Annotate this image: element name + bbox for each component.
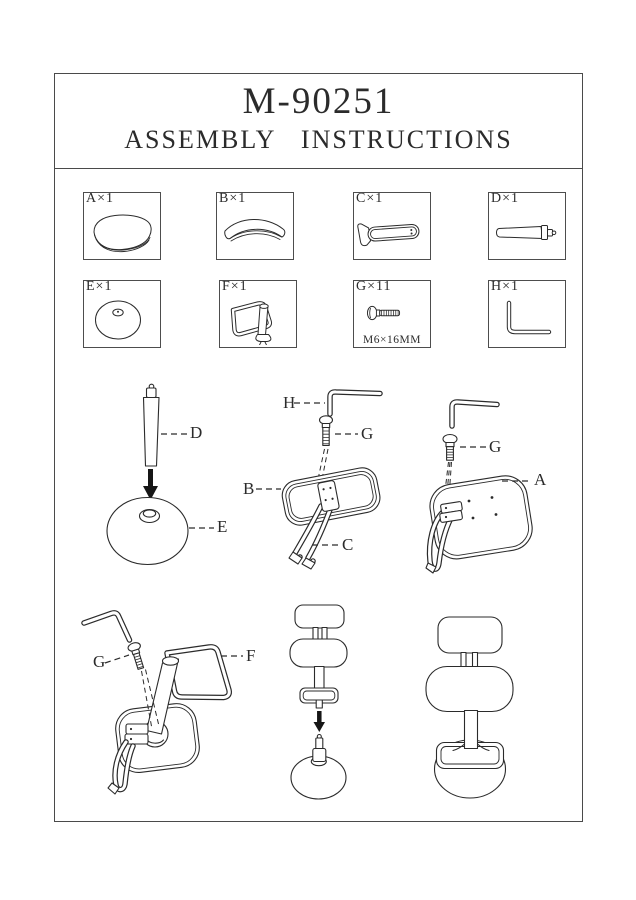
callout-e: E — [217, 517, 228, 536]
part-label-f: F×1 — [222, 279, 248, 294]
part-label-h: H×1 — [491, 279, 520, 294]
screw-drawing — [320, 416, 333, 424]
step3-diagram — [426, 402, 535, 573]
callout-f: F — [246, 646, 256, 665]
allen-key-drawing — [330, 392, 380, 414]
gas-lift-drawing — [144, 398, 160, 467]
seat-drawing — [426, 667, 513, 712]
part-label-b: B×1 — [219, 191, 247, 206]
backrest-drawing — [438, 617, 502, 653]
callout-b: B — [243, 479, 255, 498]
step4-diagram — [84, 613, 243, 794]
callout-g-step2: G — [361, 424, 374, 443]
step1-diagram — [107, 384, 214, 564]
callout-g-step3: G — [489, 437, 502, 456]
callout-h: H — [283, 393, 296, 412]
callout-g-step4: G — [93, 652, 106, 671]
callout-d: D — [190, 423, 203, 442]
callout-a: A — [534, 470, 547, 489]
screw-drawing — [127, 641, 147, 670]
model-number: M-90251 — [242, 81, 395, 122]
step6-final-stool-drawing — [426, 617, 513, 798]
seat-drawing — [290, 639, 347, 667]
part-label-e: E×1 — [86, 279, 113, 294]
part-label-c: C×1 — [356, 191, 384, 206]
column-drawing — [315, 667, 325, 691]
page-subtitle: ASSEMBLY INSTRUCTIONS — [124, 124, 513, 154]
step2-diagram — [256, 392, 383, 569]
callout-c: C — [342, 535, 354, 554]
part-label-g: G×11 — [356, 279, 392, 294]
part-label-d: D×1 — [491, 191, 520, 206]
backrest-drawing — [295, 605, 344, 628]
screw-size-label: M6×16MM — [363, 334, 421, 346]
base-drawing — [107, 498, 188, 565]
part-label-a: A×1 — [86, 191, 115, 206]
column-drawing — [465, 711, 478, 749]
step5-diagram — [290, 605, 347, 799]
